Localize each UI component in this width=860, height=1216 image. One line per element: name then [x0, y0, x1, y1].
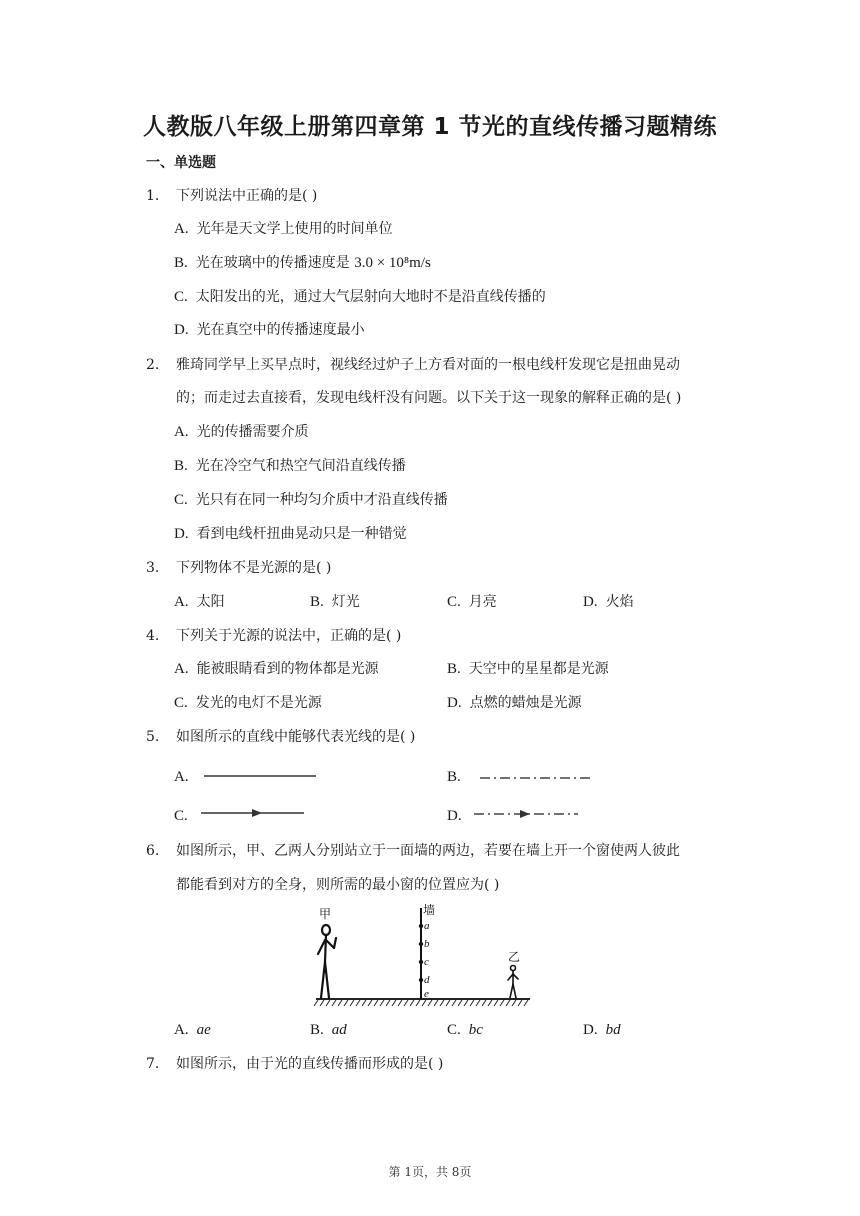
- option-b: [447, 659, 609, 679]
- option-text: bc: [468, 1022, 483, 1038]
- question-stem: 下列关于光源的说法中，正确的是( ): [176, 628, 402, 644]
- question-number: 2.: [146, 357, 160, 373]
- option-letter: A.: [174, 769, 189, 785]
- option-text: 火焰: [605, 594, 634, 610]
- option-letter: B.: [174, 458, 188, 474]
- option-text: 光只有在同一种均匀介质中才沿直线传播: [195, 492, 448, 508]
- option-a: [174, 219, 393, 239]
- option-letter: B.: [447, 661, 461, 677]
- option-b: [174, 253, 431, 273]
- question-stem: 如图所示，甲、乙两人分别站立于一面墙的两边，若要在墙上开一个窗使两人彼此: [176, 843, 680, 859]
- option-text: 光在冷空气和热空气间沿直线传播: [195, 458, 406, 474]
- option-text: 月亮: [468, 594, 497, 610]
- question-number: 1.: [146, 188, 160, 204]
- option-text: bd: [605, 1022, 621, 1038]
- question-number: 3.: [146, 560, 160, 576]
- option-letter: A.: [174, 594, 189, 610]
- option-text: 灯光: [331, 594, 360, 610]
- option-c: [447, 592, 497, 612]
- arrow-head-icon: [520, 810, 530, 818]
- option-letter: B.: [310, 1022, 324, 1038]
- option-letter: A.: [174, 661, 189, 677]
- option-letter: C.: [447, 1022, 461, 1038]
- option-a: [174, 1020, 211, 1040]
- option-text: 太阳发出的光，通过大气层射向大地时不是沿直线传播的: [195, 289, 546, 305]
- option-text: ad: [331, 1022, 347, 1038]
- arrow-head-icon: [252, 809, 262, 817]
- person-b-figure: [508, 966, 518, 999]
- person-a-figure: [318, 925, 336, 998]
- option-d: [447, 693, 582, 713]
- option-letter: B.: [447, 769, 461, 785]
- option-d: [583, 1020, 621, 1040]
- person-a-label: 甲: [319, 907, 332, 921]
- option-letter: D.: [447, 808, 462, 824]
- question-number: 7.: [146, 1056, 160, 1072]
- option-d: [583, 592, 634, 612]
- option-letter: C.: [174, 289, 188, 305]
- option-b: [310, 1020, 347, 1040]
- option-a: [174, 592, 225, 612]
- point-label-a: a: [424, 920, 430, 932]
- option-letter: A.: [174, 1022, 189, 1038]
- question-stem: 如图所示的直线中能够代表光线的是( ): [176, 729, 416, 745]
- option-c: [174, 490, 448, 510]
- option-text: 能被眼睛看到的物体都是光源: [196, 661, 379, 677]
- option-letter: B.: [310, 594, 324, 610]
- option-letter: D.: [174, 322, 189, 338]
- option-letter: D.: [583, 1022, 598, 1038]
- option-text: 光年是天文学上使用的时间单位: [196, 221, 393, 237]
- option-letter: B.: [174, 255, 188, 271]
- point-label-d: d: [424, 974, 430, 986]
- option-letter: D.: [174, 526, 189, 542]
- option-text: 点燃的蜡烛是光源: [469, 695, 582, 711]
- question-stem: 如图所示，由于光的直线传播而形成的是( ): [176, 1056, 444, 1072]
- option-c: [447, 1020, 483, 1040]
- line-options-figure: [0, 765, 640, 825]
- option-letter: C.: [174, 808, 188, 824]
- question-stem: 都能看到对方的全身，则所需的最小窗的位置应为( ): [176, 877, 500, 893]
- option-a: [174, 659, 379, 679]
- section-heading: 一、单选题: [146, 155, 216, 171]
- option-c: [174, 287, 546, 307]
- option-text: 太阳: [196, 594, 225, 610]
- question-stem: 的；而走过去直接看，发现电线杆没有问题。以下关于这一现象的解释正确的是( ): [176, 390, 682, 406]
- option-b: [174, 456, 406, 476]
- option-text: ae: [196, 1022, 211, 1038]
- page-title: 人教版八年级上册第四章第 1 节光的直线传播习题精练: [142, 114, 718, 140]
- question-number: 5.: [146, 729, 160, 745]
- option-text: 光的传播需要介质: [196, 424, 309, 440]
- option-text: 发光的电灯不是光源: [195, 695, 322, 711]
- option-b: [310, 592, 360, 612]
- option-text: 光在真空中的传播速度最小: [196, 322, 365, 338]
- option-a: [174, 422, 309, 442]
- page-footer: 第 1页，共 8页: [388, 1165, 472, 1179]
- question-stem: 下列说法中正确的是( ): [176, 188, 318, 204]
- option-d: [174, 524, 407, 544]
- option-text: 光在玻璃中的传播速度是: [195, 255, 355, 271]
- point-label-b: b: [424, 938, 430, 950]
- point-label-c: c: [424, 956, 429, 968]
- option-letter: A.: [174, 424, 189, 440]
- option-letter: C.: [174, 695, 188, 711]
- math-expression: 3.0 × 10⁸m/s: [354, 255, 431, 271]
- point-label-e: e: [424, 988, 429, 1000]
- option-letter: C.: [174, 492, 188, 508]
- question-stem: 雅琦同学早上买早点时，视线经过炉子上方看对面的一根电线杆发现它是扭曲晃动: [176, 357, 680, 373]
- option-letter: C.: [447, 594, 461, 610]
- person-b-label: 乙: [508, 950, 521, 964]
- option-d: [174, 320, 365, 340]
- option-text: 天空中的星星都是光源: [468, 661, 609, 677]
- option-letter: D.: [583, 594, 598, 610]
- option-letter: D.: [447, 695, 462, 711]
- question-number: 4.: [146, 628, 160, 644]
- wall-figure: [312, 900, 552, 1010]
- question-stem: 下列物体不是光源的是( ): [176, 560, 332, 576]
- option-c: [174, 693, 322, 713]
- question-number: 6.: [146, 843, 160, 859]
- option-letter: A.: [174, 221, 189, 237]
- option-text: 看到电线杆扭曲晃动只是一种错觉: [196, 526, 407, 542]
- wall-label: 墙: [423, 903, 436, 917]
